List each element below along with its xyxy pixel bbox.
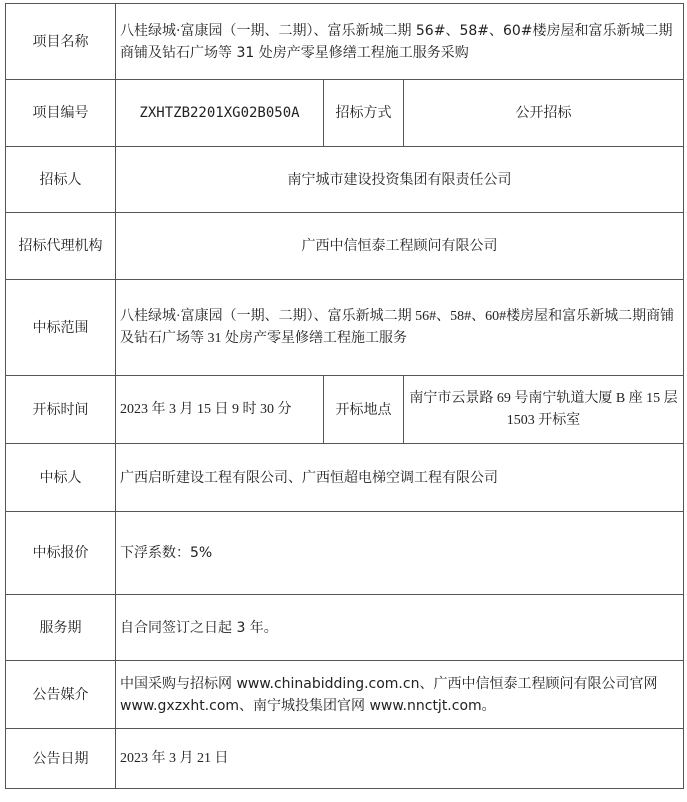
project-code-label: 项目编号: [6, 80, 116, 147]
bid-result-table: [5, 3, 684, 789]
project-name-label: 项目名称: [6, 4, 116, 80]
scope-value: 八桂绿城·富康园（一期、二期）、富乐新城二期 56#、58#、60#楼房屋和富乐新城二期商铺及钻石广场等 31 处房产零星修缮工程施工服务: [116, 280, 684, 376]
opening-time-label: 开标时间: [6, 376, 116, 444]
tenderer-value: 南宁城市建设投资集团有限责任公司: [116, 147, 684, 213]
project-name-value: 八桂绿城·富康园（一期、二期）、富乐新城二期 56#、58#、60#楼房屋和富乐新城二期商铺及钻石广场等 31 处房产零星修缮工程施工服务采购: [116, 4, 684, 80]
media-value: 中国采购与招标网 www.chinabidding.com.cn、广西中信恒泰工程顾问有限公司官网 www.gxzxht.com、南宁城投集团官网 www.nnctjt.com。: [116, 661, 684, 729]
row-media: [6, 661, 684, 729]
price-label: 中标报价: [6, 512, 116, 595]
project-code-value: ZXHTZB2201XG02B050A: [116, 80, 324, 147]
tenderer-label: 招标人: [6, 147, 116, 213]
agency-value: 广西中信恒泰工程顾问有限公司: [116, 213, 684, 280]
price-value: 下浮系数：5%: [116, 512, 684, 595]
tender-method-value: 公开招标: [404, 80, 684, 147]
row-period: [6, 595, 684, 661]
row-opening: [6, 376, 684, 444]
row-agency: [6, 213, 684, 280]
media-label: 公告媒介: [6, 661, 116, 729]
period-label: 服务期: [6, 595, 116, 661]
row-scope: [6, 280, 684, 376]
tender-method-label: 招标方式: [324, 80, 404, 147]
row-tenderer: [6, 147, 684, 213]
date-label: 公告日期: [6, 729, 116, 789]
scope-label: 中标范围: [6, 280, 116, 376]
row-project-code: [6, 80, 684, 147]
row-price: [6, 512, 684, 595]
opening-place-label: 开标地点: [324, 376, 404, 444]
agency-label: 招标代理机构: [6, 213, 116, 280]
period-value: 自合同签订之日起 3 年。: [116, 595, 684, 661]
opening-time-value: 2023 年 3 月 15 日 9 时 30 分: [116, 376, 324, 444]
row-project-name: [6, 4, 684, 80]
row-winner: [6, 444, 684, 512]
date-value: 2023 年 3 月 21 日: [116, 729, 684, 789]
winner-label: 中标人: [6, 444, 116, 512]
winner-value: 广西启昕建设工程有限公司、广西恒超电梯空调工程有限公司: [116, 444, 684, 512]
row-date: [6, 729, 684, 789]
opening-place-value: 南宁市云景路 69 号南宁轨道大厦 B 座 15 层 1503 开标室: [404, 376, 684, 444]
